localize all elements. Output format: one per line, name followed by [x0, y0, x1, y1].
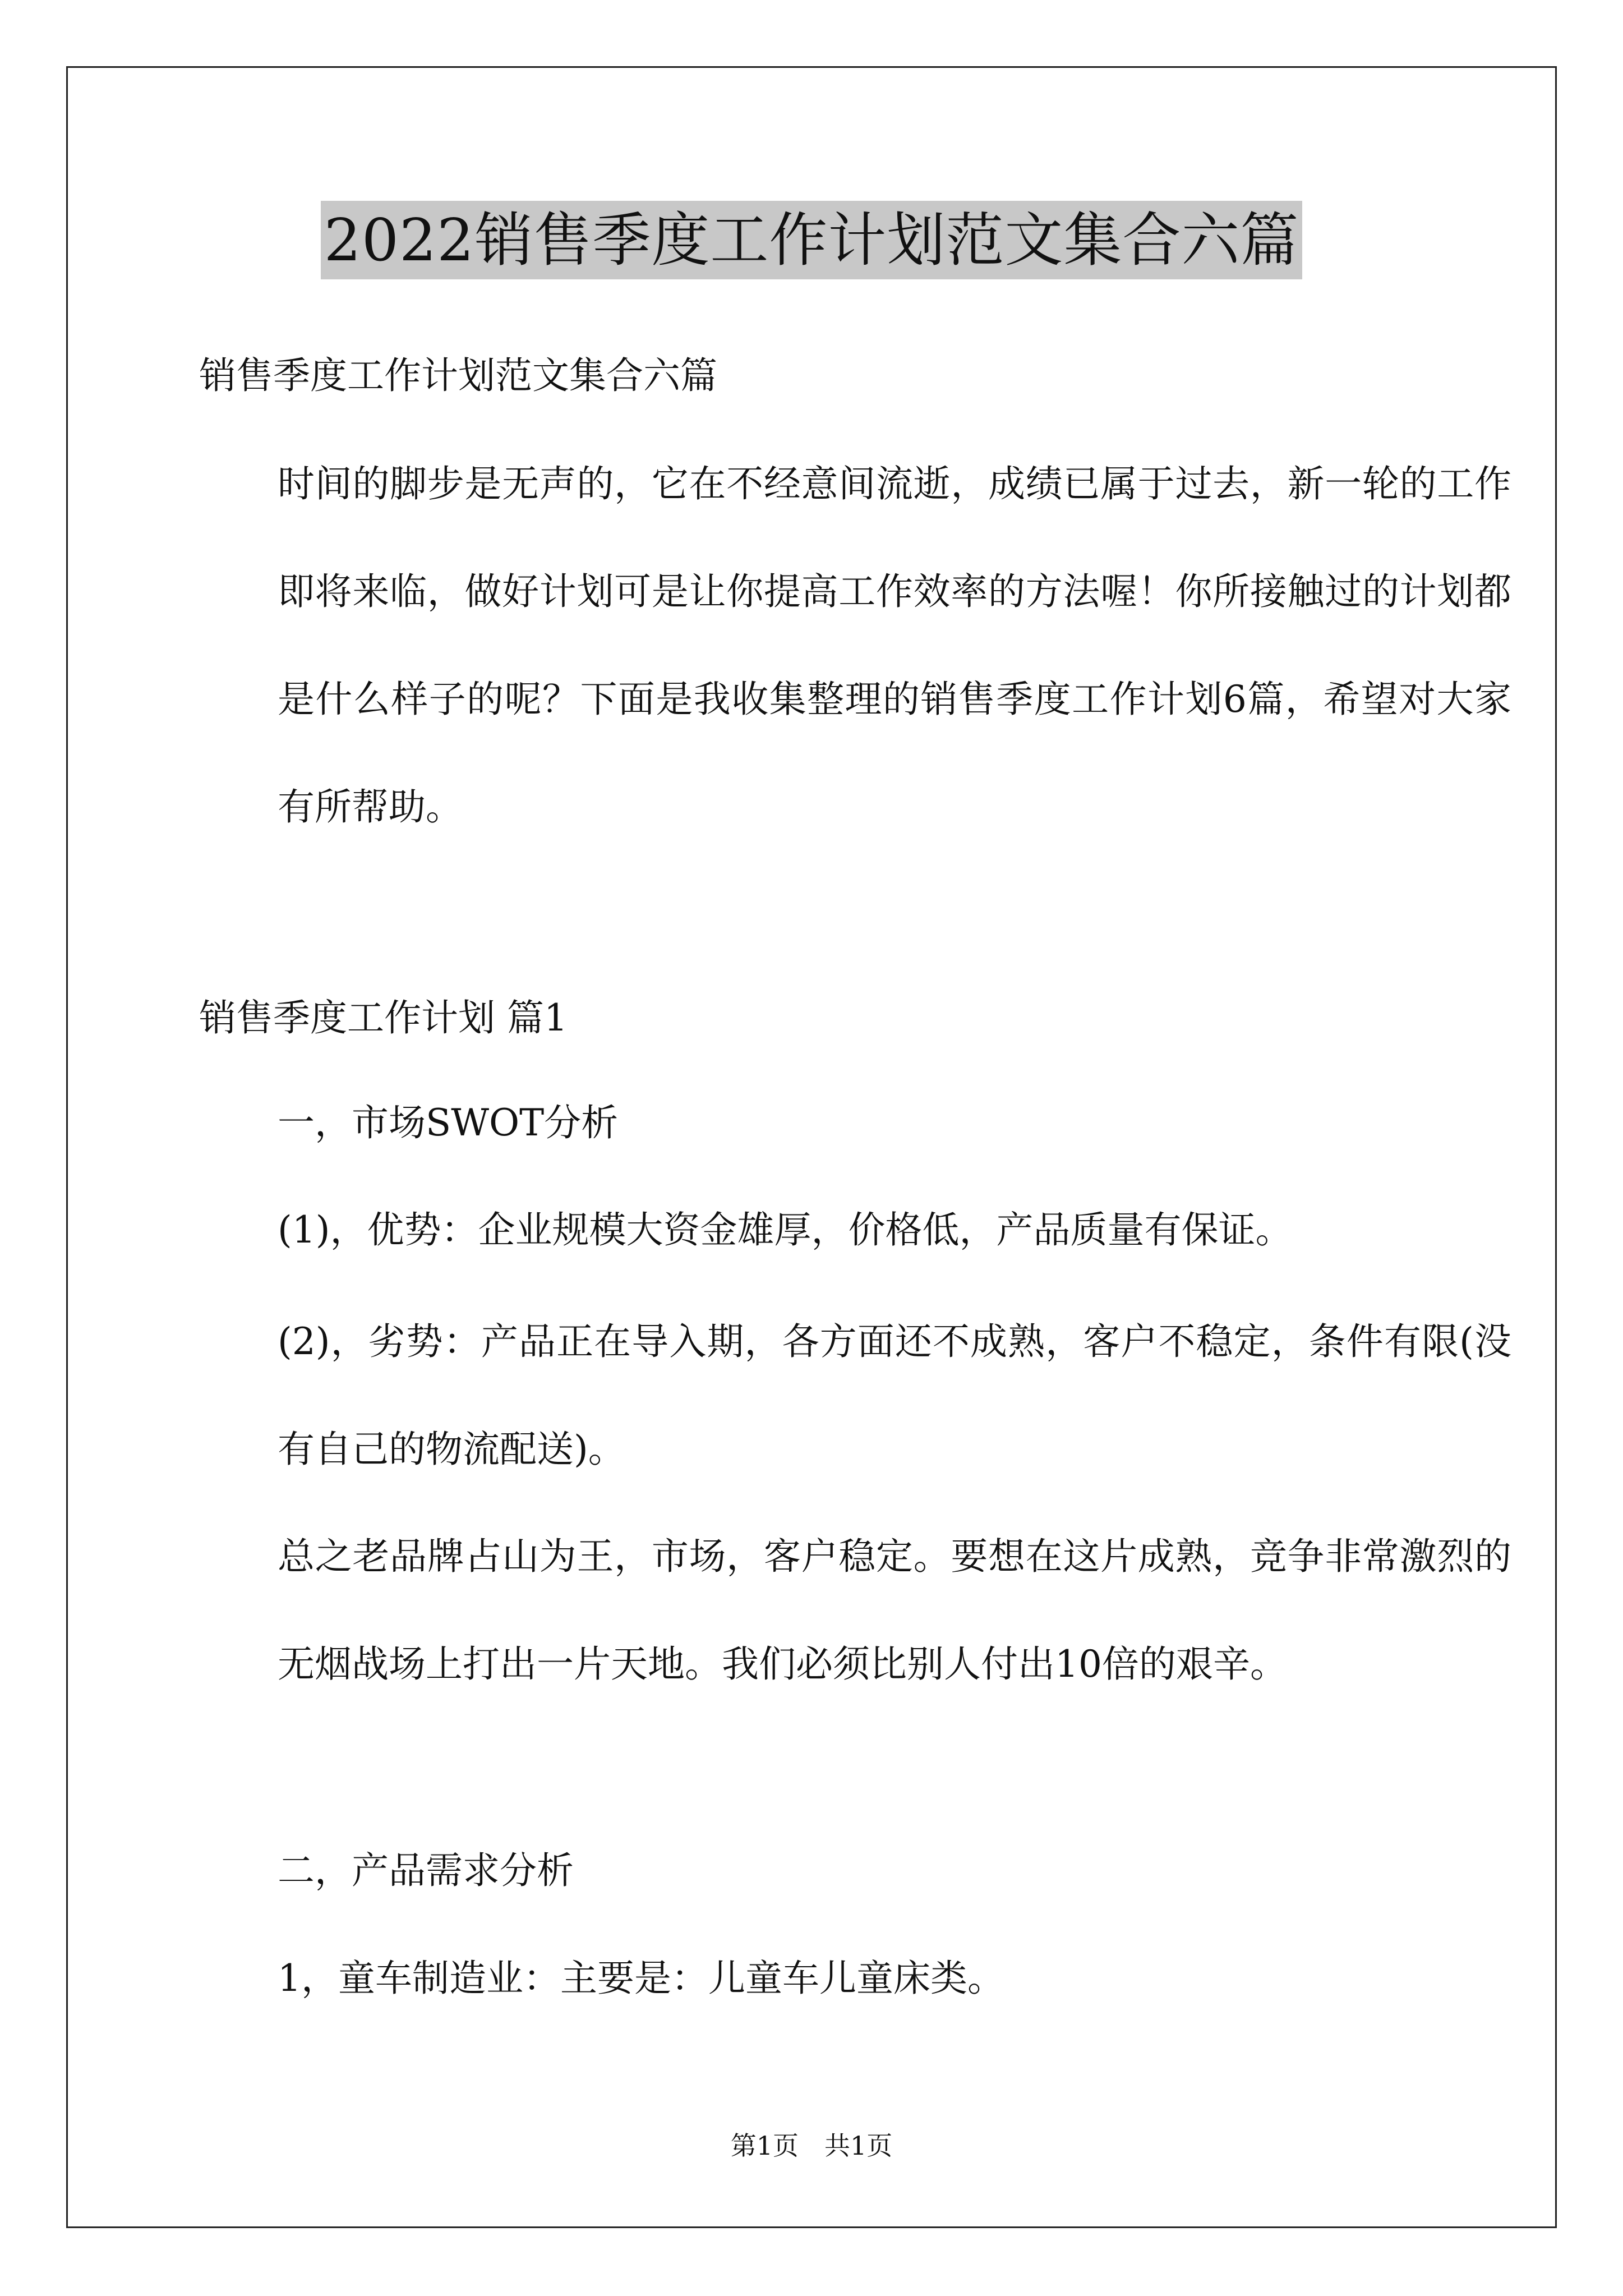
demand-heading: 二，产品需求分析 [278, 1849, 574, 1892]
page-footer: 第1页 共1页 [730, 2131, 893, 2161]
title-container [0, 201, 1623, 279]
section-heading: 销售季度工作计划 篇1 [199, 996, 568, 1039]
document-title: 2022销售季度工作计划范文集合六篇 [321, 201, 1303, 279]
swot-heading: 一，市场SWOT分析 [278, 1101, 619, 1144]
summary-paragraph: 总之老品牌占山为王，市场，客户稳定。要想在这片成熟，竞争非常激烈的无烟战场上打出一片天地。我们必须比别人付出10倍的艰辛。 [278, 1535, 1511, 1686]
document-subtitle: 销售季度工作计划范文集合六篇 [199, 354, 717, 397]
intro-paragraph: 时间的脚步是无声的，它在不经意间流逝，成绩已属于过去，新一轮的工作即将来临，做好计划可是让你提高工作效率的方法喔！你所接触过的计划都是什么样子的呢？下面是我收集整理的销售季度工作计划6篇，希望对大家有所帮助。 [278, 462, 1511, 829]
disadvantage-paragraph: (2)，劣势：产品正在导入期，各方面还不成熟，客户不稳定，条件有限(没有自己的物流配送)。 [278, 1320, 1511, 1471]
advantage-paragraph: (1)，优势：企业规模大资金雄厚，价格低，产品质量有保证。 [278, 1208, 1293, 1251]
item-1-paragraph: 1，童车制造业：主要是：儿童车儿童床类。 [278, 1957, 1004, 2000]
